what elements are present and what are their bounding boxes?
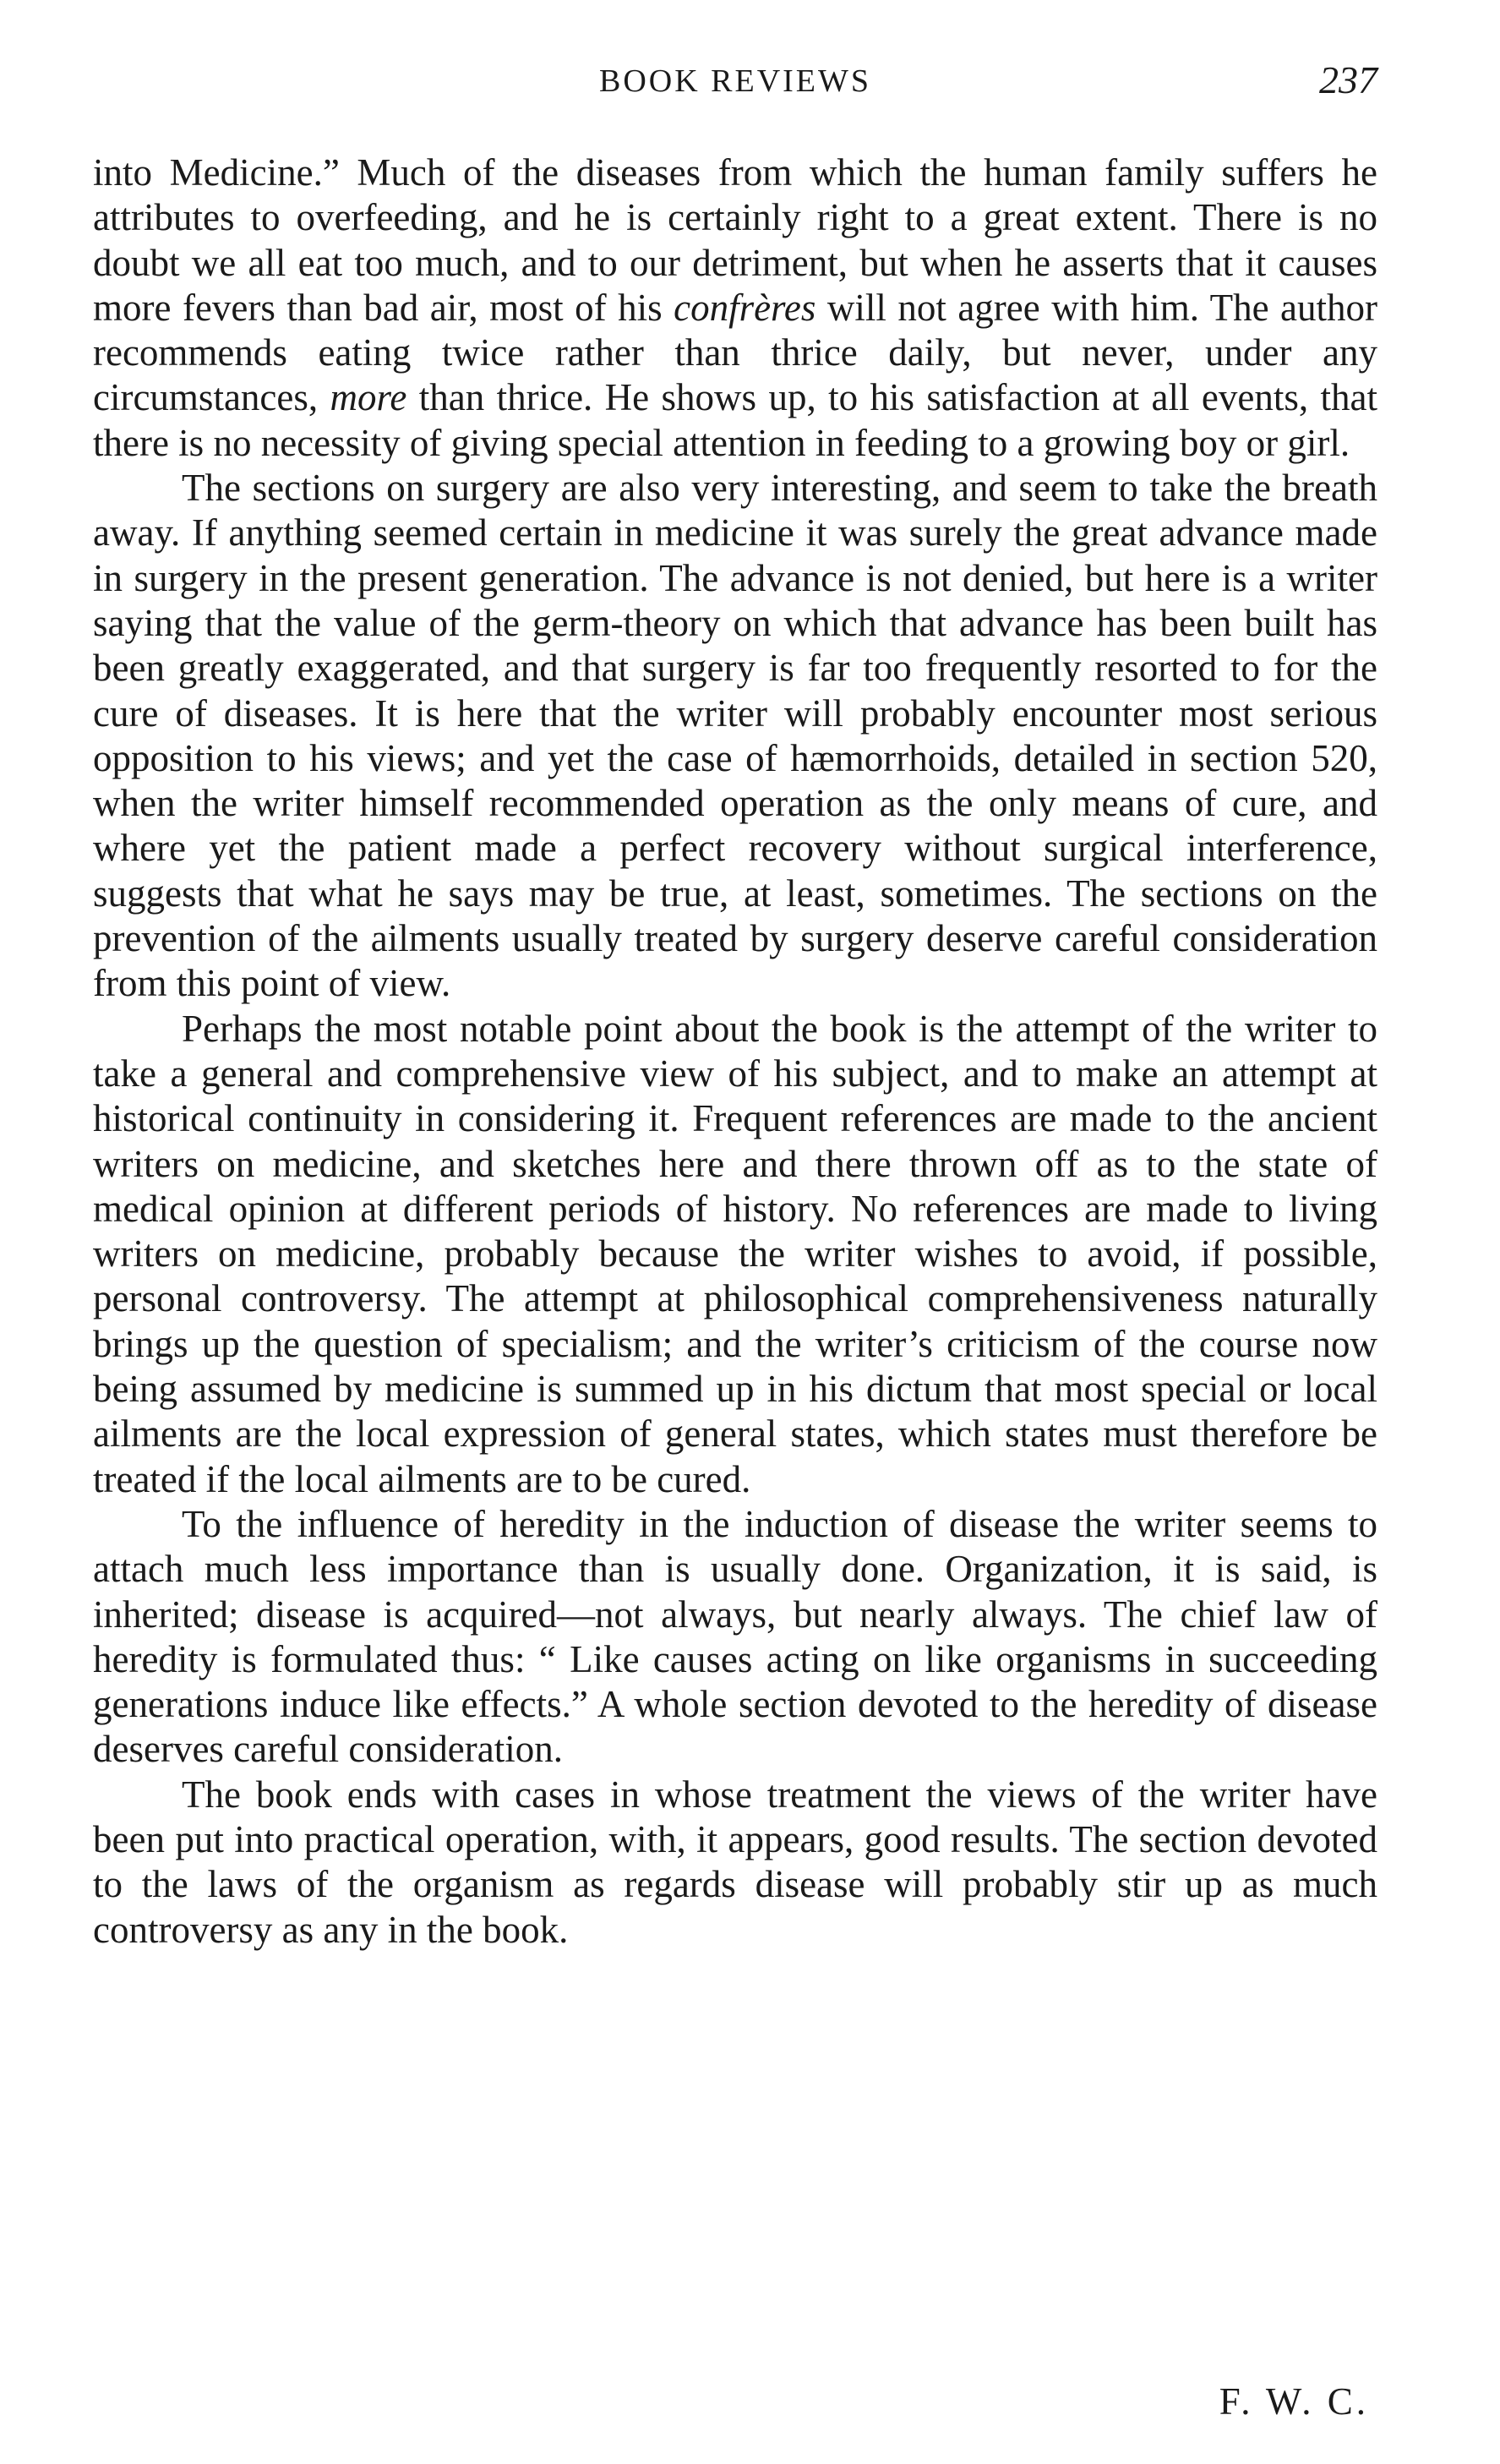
paragraph-text: than thrice. He shows up, to his satisfaction at all events, that there is no necessity of giving special attention in feeding to a growing boy or girl. [93,376,1377,464]
running-head [93,57,1377,108]
paragraph-3 [93,1007,1377,1502]
page-number: 237 [1319,58,1377,101]
paragraph-text: into Medicine.” Much of the diseases from which the human family suffers he attributes to overfeeding, and he is certainly right to a great extent. There is no doubt we all eat too much, and to our detriment, but when he asserts that it causes more fevers than bad air, most of his [93,151,1377,329]
review-body [93,150,1377,1953]
paragraph-text: The book ends with cases in whose treatment the views of the writer have been put into practical operation, with, it appears, good results. The section devoted to the laws of the organism as regards disease will probably stir up as much controversy as any in the book. [93,1773,1377,1951]
italic-text: more [330,376,407,419]
paragraph-4 [93,1502,1377,1773]
paragraph-5 [93,1773,1377,1953]
italic-text: confrères [674,286,816,329]
book-page [93,0,1377,2464]
running-title: BOOK REVIEWS [598,63,872,99]
paragraph-text: will not agree with him. The author recommends eating twice rather than thrice daily, but never, under any circumstances, [93,286,1378,419]
paragraph-text: The sections on surgery are also very interesting, and seem to take the breath away. If anything seemed certain in medicine it was surely the great advance made in surgery in the present generation. The advance is not denied, but here is a writer saying that the value of the germ-theory on which that advance has been built has been greatly exaggerated, and that surgery is far too frequently resorted to for the cure of diseases. It is here that the writer will probably encounter most serious opposition to his views; and yet the case of hæmorrhoids, detailed in section 520, when the writer himself recommended operation as the only means of cure, and where yet the patient made a perfect recovery without surgical interference, suggests that what he says may be true, at least, sometimes. The sections on the prevention of the ailments usually treated by surgery deserve careful consideration from this point of view. [93,467,1377,1005]
paragraph-1 [93,150,1377,466]
reviewer-signature: F. W. C. [1219,2380,1369,2423]
paragraph-text: To the influence of heredity in the induction of disease the writer seems to attach much less importance than is usually done. Organization, it is said, is inherited; disease is acquired—not always, but nearly always. The chief law of heredity is formulated thus: “ Like causes acting on like organisms in succeeding generations induce like effects.” A whole section devoted to the heredity of disease deserves careful consideration. [93,1502,1377,1771]
paragraph-text: Perhaps the most notable point about the book is the attempt of the writer to take a general and comprehensive view of his subject, and to make an attempt at historical continuity in considering it. Frequent references are made to the ancient writers on medicine, and sketches here and there thrown off as to the state of medical opinion at different periods of history. No references are made to living writers on medicine, probably because the writer wishes to avoid, if possible, personal controversy. The attempt at philosophical comprehensiveness naturally brings up the question of specialism; and the writer’s criticism of the course now being assumed by medicine is summed up in his dictum that most special or local ailments are the local expression of general states, which states must therefore be treated if the local ailments are to be cured. [93,1007,1377,1500]
paragraph-2 [93,466,1377,1007]
